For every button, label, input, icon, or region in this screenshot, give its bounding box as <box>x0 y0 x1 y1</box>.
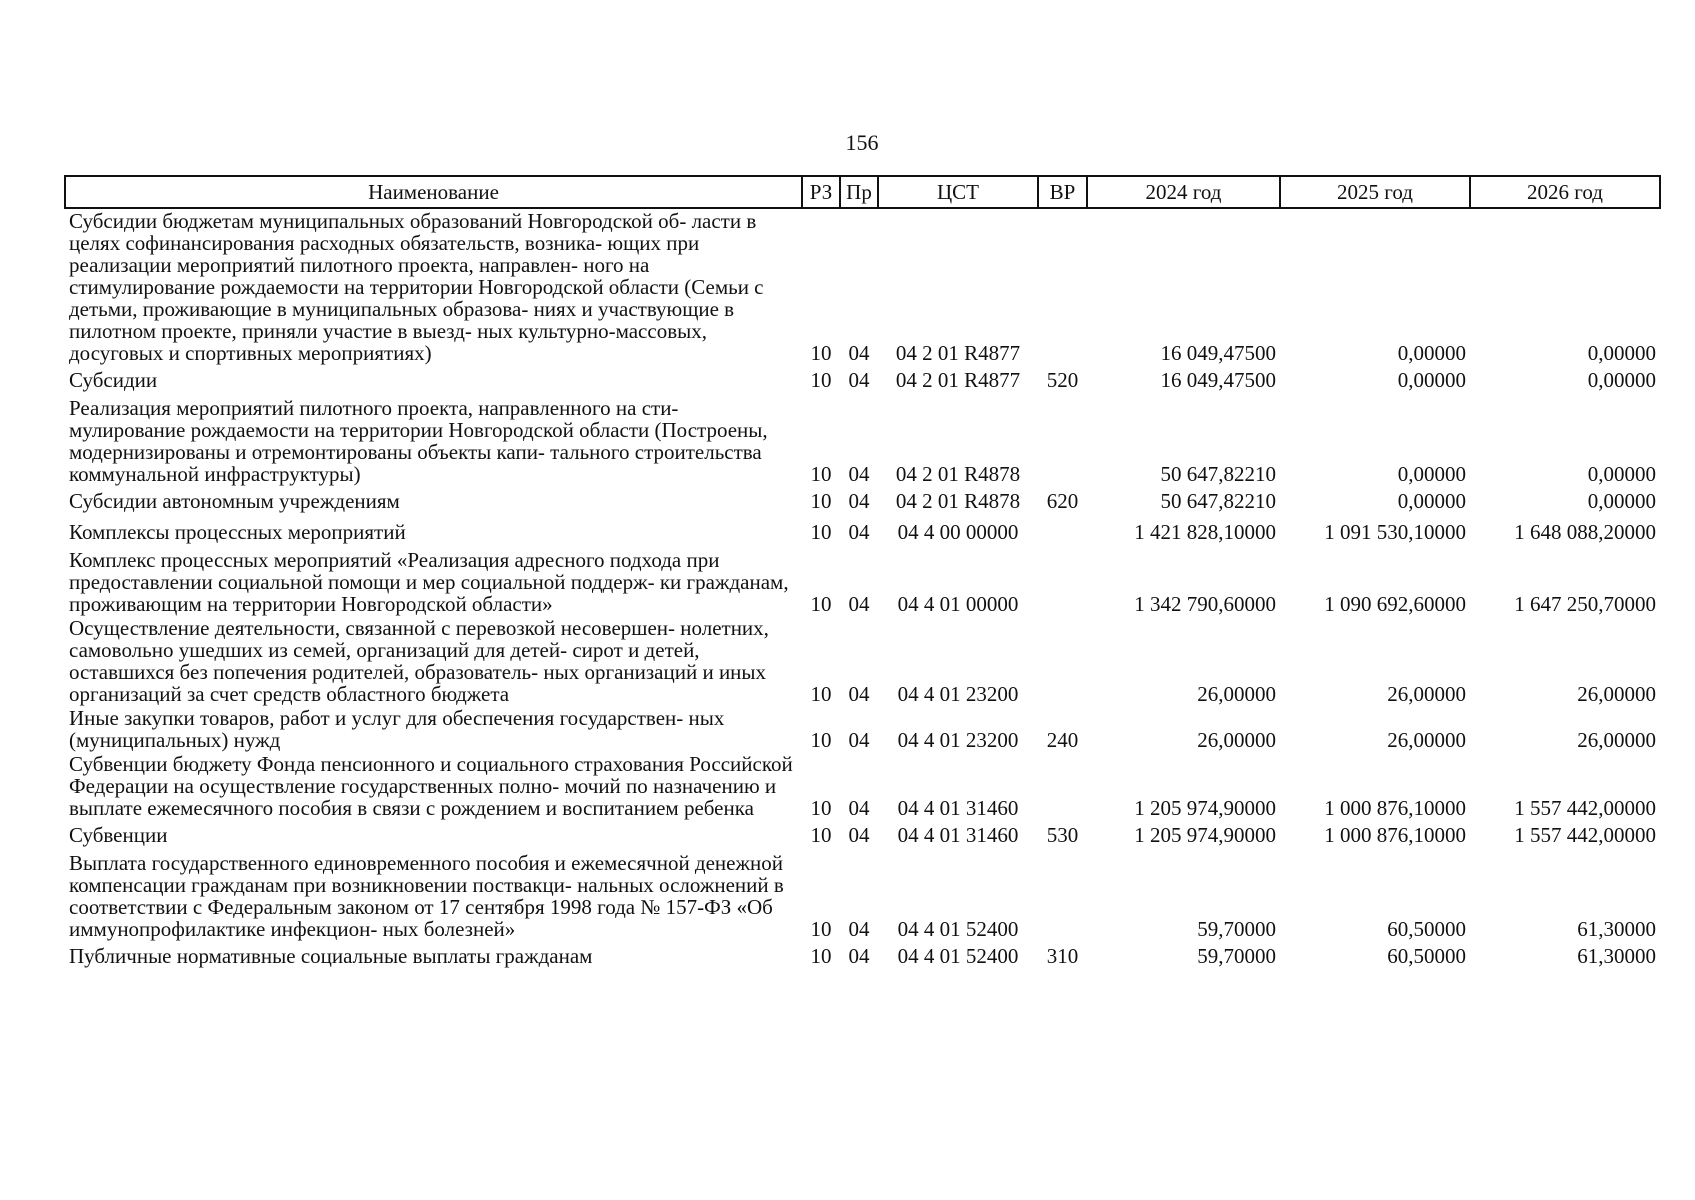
row-2024: 1 205 974,90000 <box>1134 823 1276 847</box>
table-row <box>65 752 1660 820</box>
row-2025: 1 090 692,60000 <box>1324 592 1466 616</box>
row-2026: 1 557 442,00000 <box>1514 823 1656 847</box>
row-rz: 10 <box>810 489 832 513</box>
row-rz: 10 <box>810 462 832 486</box>
header-2024: 2024 год <box>1087 176 1280 208</box>
row-cst: 04 4 01 52400 <box>897 944 1019 968</box>
row-rz: 10 <box>810 796 832 820</box>
row-2026: 0,00000 <box>1587 462 1656 486</box>
row-name: Иные закупки товаров, работ и услуг для обеспечения государствен- ных (муниципальных) нужд <box>69 706 725 752</box>
table-row <box>65 851 1660 941</box>
row-rz: 10 <box>810 682 832 706</box>
row-pr: 04 <box>848 796 870 820</box>
row-2024: 1 205 974,90000 <box>1134 796 1276 820</box>
row-2024: 1 342 790,60000 <box>1134 592 1276 616</box>
page-number: 156 <box>845 130 879 155</box>
row-2025: 60,50000 <box>1387 917 1466 941</box>
row-cst: 04 4 01 52400 <box>897 917 1019 941</box>
row-vr <box>1038 752 1087 820</box>
row-2026: 1 647 250,70000 <box>1514 592 1656 616</box>
row-name: Выплата государственного единовременного пособия и ежемесячной денежной компенсации гражданам при возникновении поствакци- нальных осложнений в соответствии с Федеральным законом от 17 сентября 1998 года № 157-ФЗ «Об иммунопрофилактике инфекцион- ных болезней» <box>69 851 784 941</box>
row-2026: 0,00000 <box>1587 341 1656 365</box>
header-pr: Пр <box>840 176 878 208</box>
row-cst: 04 2 01 R4877 <box>895 341 1021 365</box>
table-row <box>65 517 1660 548</box>
row-vr <box>1038 517 1087 548</box>
header-2026: 2026 год <box>1470 176 1660 208</box>
row-2026: 0,00000 <box>1587 489 1656 513</box>
row-vr: 240 <box>1046 728 1079 752</box>
row-2026: 1 557 442,00000 <box>1514 796 1656 820</box>
row-pr: 04 <box>848 520 870 544</box>
row-vr <box>1038 208 1087 365</box>
header-2025: 2025 год <box>1280 176 1470 208</box>
table-row <box>65 365 1660 396</box>
row-vr <box>1038 548 1087 616</box>
row-2025: 26,00000 <box>1387 682 1466 706</box>
row-cst: 04 2 01 R4878 <box>895 489 1021 513</box>
row-pr: 04 <box>848 341 870 365</box>
row-pr: 04 <box>848 489 870 513</box>
row-2024: 26,00000 <box>1197 728 1276 752</box>
row-rz: 10 <box>810 341 832 365</box>
table-row <box>65 706 1660 752</box>
row-rz: 10 <box>810 368 832 392</box>
row-rz: 10 <box>810 823 832 847</box>
row-name: Субсидии <box>69 368 158 392</box>
row-name: Субвенции <box>69 823 168 847</box>
table-row <box>65 616 1660 706</box>
row-rz: 10 <box>810 944 832 968</box>
row-vr <box>1038 851 1087 941</box>
row-cst: 04 4 01 31460 <box>897 796 1019 820</box>
table-row <box>65 820 1660 851</box>
row-2025: 1 000 876,10000 <box>1324 823 1466 847</box>
row-2024: 50 647,82210 <box>1160 462 1276 486</box>
row-pr: 04 <box>848 917 870 941</box>
row-pr: 04 <box>848 368 870 392</box>
budget-table <box>64 175 1661 972</box>
row-2024: 59,70000 <box>1197 944 1276 968</box>
row-2024: 16 049,47500 <box>1160 341 1276 365</box>
row-2025: 1 091 530,10000 <box>1324 520 1466 544</box>
row-cst: 04 4 01 23200 <box>897 728 1019 752</box>
row-name: Комплекс процессных мероприятий «Реализация адресного подхода при предоставлении социальной помощи и мер социальной поддерж- ки гражданам, проживающим на территории Новгородской области» <box>69 548 789 616</box>
row-2025: 60,50000 <box>1387 944 1466 968</box>
row-2025: 0,00000 <box>1397 341 1466 365</box>
row-cst: 04 4 01 31460 <box>897 823 1019 847</box>
row-2024: 16 049,47500 <box>1160 368 1276 392</box>
row-vr <box>1038 396 1087 486</box>
header-cst: ЦСТ <box>878 176 1038 208</box>
row-pr: 04 <box>848 944 870 968</box>
row-2026: 1 648 088,20000 <box>1514 520 1656 544</box>
row-pr: 04 <box>848 592 870 616</box>
row-name: Субвенции бюджету Фонда пенсионного и социального страхования Российской Федерации на осуществление государственных полно- мочий по назначению и выплате ежемесячного пособия в связи с рождением и воспитанием ребенка <box>69 752 793 820</box>
row-vr: 530 <box>1046 823 1079 847</box>
row-rz: 10 <box>810 520 832 544</box>
row-rz: 10 <box>810 592 832 616</box>
row-cst: 04 2 01 R4878 <box>895 462 1021 486</box>
row-name: Реализация мероприятий пилотного проекта, направленного на сти- мулирование рождаемости на территории Новгородской области (Построены, модернизированы и отремонтированы объекты капи- тального строительства коммунальной инфраструктуры) <box>69 396 768 486</box>
row-name: Публичные нормативные социальные выплаты гражданам <box>69 944 593 968</box>
table-row <box>65 941 1660 972</box>
row-name: Осуществление деятельности, связанной с перевозкой несовершен- нолетних, самовольно ушедших из семей, организаций для детей- сирот и детей, оставшихся без попечения родителей, образователь- ных организаций и иных организаций за счет средств областного бюджета <box>69 616 769 706</box>
row-name: Субсидии бюджетам муниципальных образований Новгородской об- ласти в целях софинансирования расходных обязательств, возника- ющих при реализации мероприятий пилотного проекта, направлен- ного на стимулирование рождаемости на территории Новгородской области (Семьи с детьми, проживающие в муниципальных образова- ниях и участвующие в пилотном проекте, приняли участие в выезд- ных культурно-массовых, досуговых и спортивных мероприятиях) <box>69 209 764 365</box>
row-2026: 26,00000 <box>1577 682 1656 706</box>
row-2026: 0,00000 <box>1587 368 1656 392</box>
row-cst: 04 4 01 00000 <box>897 592 1019 616</box>
table-row <box>65 548 1660 616</box>
row-vr: 620 <box>1046 489 1079 513</box>
row-pr: 04 <box>848 682 870 706</box>
row-2024: 1 421 828,10000 <box>1134 520 1276 544</box>
row-cst: 04 4 00 00000 <box>897 520 1019 544</box>
row-cst: 04 2 01 R4877 <box>895 368 1021 392</box>
row-2026: 61,30000 <box>1577 944 1656 968</box>
row-vr: 520 <box>1046 368 1079 392</box>
row-2026: 26,00000 <box>1577 728 1656 752</box>
row-2025: 0,00000 <box>1397 489 1466 513</box>
row-cst: 04 4 01 23200 <box>897 682 1019 706</box>
row-pr: 04 <box>848 728 870 752</box>
row-2025: 0,00000 <box>1397 462 1466 486</box>
table-row <box>65 208 1660 365</box>
row-pr: 04 <box>848 823 870 847</box>
table-row <box>65 396 1660 486</box>
header-vr: ВР <box>1038 176 1087 208</box>
row-2024: 59,70000 <box>1197 917 1276 941</box>
row-2025: 1 000 876,10000 <box>1324 796 1466 820</box>
row-2024: 26,00000 <box>1197 682 1276 706</box>
table-row <box>65 486 1660 517</box>
row-name: Комплексы процессных мероприятий <box>69 520 406 544</box>
header-rz: РЗ <box>802 176 840 208</box>
row-2026: 61,30000 <box>1577 917 1656 941</box>
row-vr: 310 <box>1046 944 1079 968</box>
row-2025: 26,00000 <box>1387 728 1466 752</box>
row-rz: 10 <box>810 917 832 941</box>
row-name: Субсидии автономным учреждениям <box>69 489 400 513</box>
row-rz: 10 <box>810 728 832 752</box>
header-name: Наименование <box>65 176 802 208</box>
row-pr: 04 <box>848 462 870 486</box>
row-vr <box>1038 616 1087 706</box>
table-header-row <box>65 176 1660 208</box>
row-2025: 0,00000 <box>1397 368 1466 392</box>
row-2024: 50 647,82210 <box>1160 489 1276 513</box>
